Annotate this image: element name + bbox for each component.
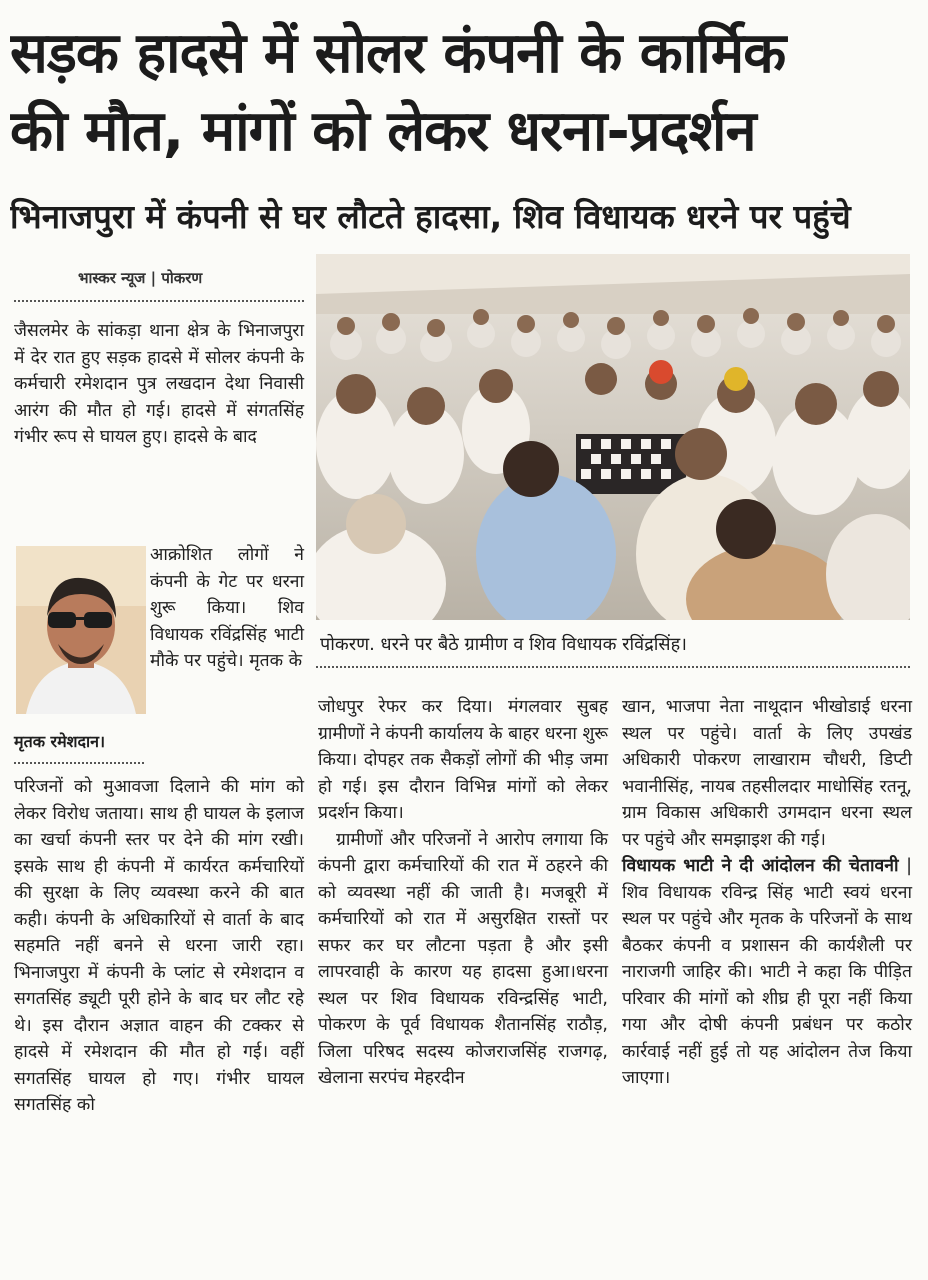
caption-divider xyxy=(316,666,910,668)
col2-paragraph-2: ग्रामीणों और परिजनों ने आरोप लगाया कि कंपनी द्वारा कर्मचारियों की रात में ठहरने की को व्यवस्था नहीं की जाती है। मजबूरी में कर्मचारियों को रात में असुरक्षित रास्तों पर सफर कर घर लौटना पड़ता है और इसी लापरवाही के कारण यह हादसा हुआ।धरना स्थल पर शिव विधायक रविन्द्रसिंह भाटी, पोकरण के पूर्व विधायक शैतानसिंह राठौड़, जिला परिषद सदस्य कोजराजसिंह राजगढ़, खेलाना सरपंच मेहरदीन xyxy=(318,829,608,1088)
photo-caption: पोकरण. धरने पर बैठे ग्रामीण व शिव विधायक रविंद्रसिंह। xyxy=(320,634,687,655)
article-col1-beside-photo: आक्रोशित लोगों ने कंपनी के गेट पर धरना शुरू किया। शिव विधायक रविंद्रसिंह भाटी मौके पर पहुंचे। मृतक के xyxy=(150,545,304,671)
col3-paragraph-2 xyxy=(622,853,912,1092)
byline-divider xyxy=(14,300,304,302)
col3-paragraph-2-text: | शिव विधायक रविन्द्र सिंह भाटी स्वयं धरना स्थल पर पहुंचे और मृतक के परिजनों के साथ बैठकर कंपनी व प्रशासन की कार्यशैली पर नाराजगी जाहिर की। भाटी ने कहा कि पीड़ित परिवार की मांगों को शीघ्र ही पूरा नहीं किया गया और दोषी कंपनी प्रबंधन पर कठोर कार्रवाई नहीं हुई तो यह आंदोलन तेज किया जाएगा। xyxy=(622,856,912,1088)
col2-paragraph-1: जोधपुर रेफर कर दिया। मंगलवार सुबह ग्रामीणों ने कंपनी कार्यालय के बाहर धरना शुरू किया। दोपहर तक सैकड़ों लोगों की भीड़ जमा हो गई। इस दौरान विभिन्न मांगों को लेकर प्रदर्शन किया। xyxy=(318,697,608,823)
col3-paragraph-1: खान, भाजपा नेता नाथूदान भीखोडाई धरना स्थल पर पहुंचे। वार्ता के लिए उपखंड अधिकारी पोकरण लाखाराम चौधरी, डिप्टी भवानीसिंह, नायब तहसीलदार माधोसिंह रतनू, ग्राम विकास अधिकारी उगमदान धरना स्थल पर पहुंचे और समझाइश की गई। xyxy=(622,697,912,850)
deceased-portrait xyxy=(16,546,146,714)
article-col2 xyxy=(318,694,608,1092)
subhead-lead: विधायक भाटी ने दी आंदोलन की चेतावनी xyxy=(622,856,899,876)
protest-photo-illustration xyxy=(316,254,910,620)
byline: भास्कर न्यूज | पोकरण xyxy=(78,269,203,287)
article-col3 xyxy=(622,694,912,1092)
portrait-caption: मृतक रमेशदान। xyxy=(14,732,106,751)
portrait-illustration xyxy=(16,546,146,714)
subheadline: भिनाजपुरा में कंपनी से घर लौटते हादसा, शिव विधायक धरने पर पहुंचे xyxy=(10,197,851,236)
protest-photo xyxy=(316,254,910,620)
article-col1-top: जैसलमेर के सांकड़ा थाना क्षेत्र के भिनाजपुरा में देर रात हुए सड़क हादसे में सोलर कंपनी के कर्मचारी रमेशदान पुत्र लखदान देथा निवासी आरंग की मौत हो गई। हादसे में संगतसिंह गंभीर रूप से घायल हुए। हादसे के बाद xyxy=(14,321,304,447)
portrait-divider xyxy=(14,762,144,764)
article-col1-bottom: परिजनों को मुआवजा दिलाने की मांग को लेकर विरोध जताया। साथ ही घायल के इलाज का खर्चा कंपनी स्तर पर देने की मांग रखी। इसके साथ ही कंपनी में कार्यरत कर्मचारियों की सुरक्षा के लिए व्यवस्था करने की बात कही। कंपनी के अधिकारियों से वार्ता के बाद सहमति नहीं बनने से धरना जारी रहा। भिनाजपुरा में कंपनी के प्लांट से रमेशदान व सगतसिंह ड्यूटी पूरी होने के बाद घर लौट रहे थे। इस दौरान अज्ञात वाहन की टक्कर से हादसे में रमेशदान की मौत हो गई। वहीं सगतसिंह घायल हो गए। गंभीर घायल सगतसिंह को xyxy=(14,777,304,1115)
headline-line-2: की मौत, मांगों को लेकर धरना-प्रदर्शन xyxy=(10,99,756,164)
headline-line-1: सड़क हादसे में सोलर कंपनी के कार्मिक xyxy=(10,21,786,86)
